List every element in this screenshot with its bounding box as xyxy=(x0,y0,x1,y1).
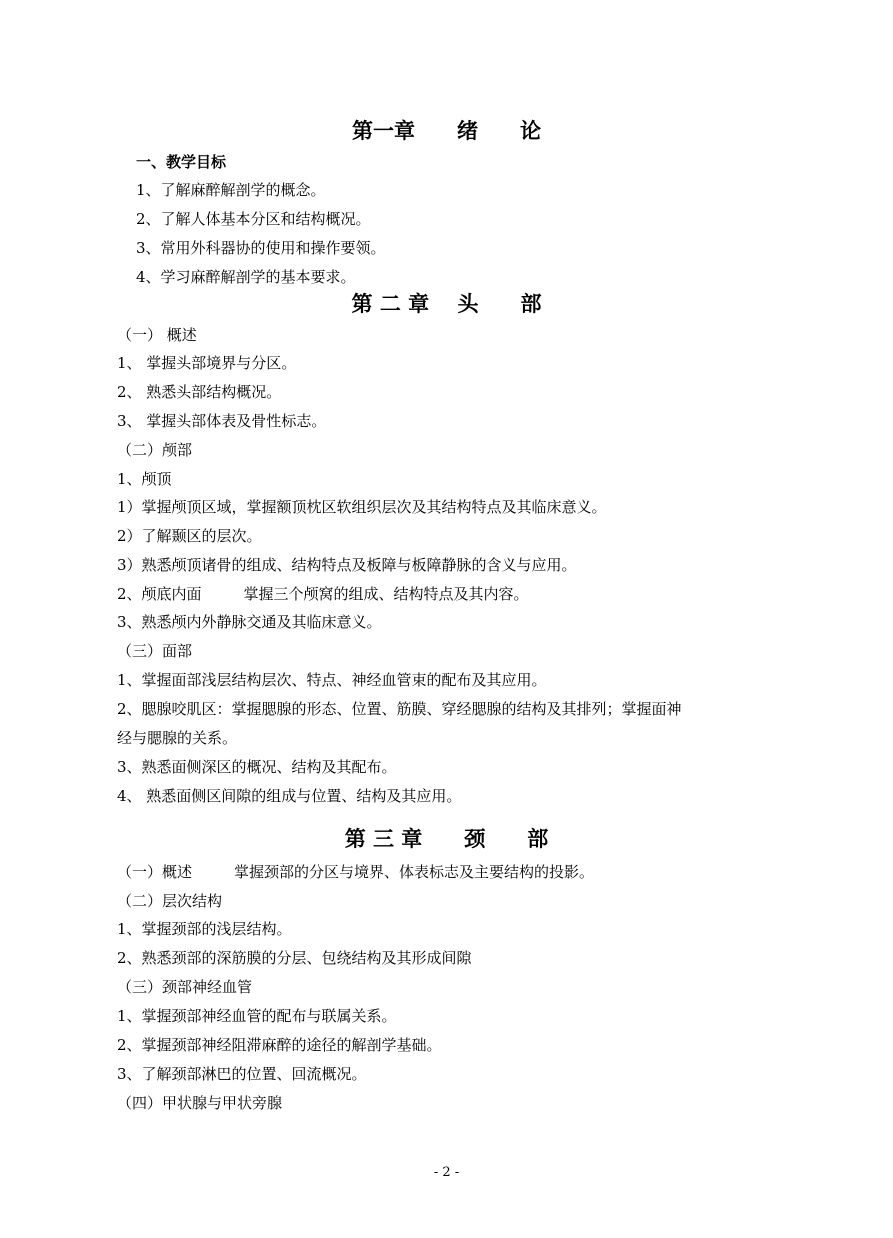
ch3-overview-label: （一）概述 xyxy=(117,863,193,881)
ch2-skull-base-line xyxy=(117,584,529,604)
ch2-line: 2、腮腺咬肌区：掌握腮腺的形态、位置、筋膜、穿经腮腺的结构及其排列；掌握面神 xyxy=(117,700,682,718)
ch2-skull-base-detail: 掌握三个颅窝的组成、结构特点及其内容。 xyxy=(243,585,529,603)
ch2-line: 经与腮腺的关系。 xyxy=(117,729,238,747)
ch2-line: 1、掌握面部浅层结构层次、特点、神经血管束的配布及其应用。 xyxy=(117,671,547,689)
ch3-line: 1、掌握颈部的浅层结构。 xyxy=(117,920,292,938)
ch3-line: 2、熟悉颈部的深筋膜的分层、包绕结构及其形成间隙 xyxy=(117,949,472,967)
ch2-line: （二）颅部 xyxy=(117,441,193,459)
chapter-2-title: 第 二 章 头 部 xyxy=(351,292,542,316)
ch2-line: 2）了解颞区的层次。 xyxy=(117,527,262,545)
ch3-overview-line xyxy=(117,862,594,882)
ch2-line: 2、 熟悉头部结构概况。 xyxy=(117,383,282,401)
ch2-line: （三）面部 xyxy=(117,642,193,660)
ch2-line: 1）掌握颅顶区域，掌握额顶枕区软组织层次及其结构特点及其临床意义。 xyxy=(117,498,607,516)
ch3-line: 2、掌握颈部神经阻滞麻醉的途径的解剖学基础。 xyxy=(117,1036,442,1054)
ch2-skull-base-label: 2、颅底内面 xyxy=(117,585,202,603)
chapter-1-title: 第一章 绪 论 xyxy=(352,119,541,143)
chapter-3-title: 第 三 章 颈 部 xyxy=(344,827,549,851)
ch1-item: 2、了解人体基本分区和结构概况。 xyxy=(136,210,371,228)
ch3-line: 1、掌握颈部神经血管的配布与联属关系。 xyxy=(117,1007,397,1025)
ch2-line: 4、 熟悉面侧区间隙的组成与位置、结构及其应用。 xyxy=(117,787,462,805)
ch1-item: 4、学习麻醉解剖学的基本要求。 xyxy=(136,268,356,286)
ch2-line: （一） 概述 xyxy=(117,326,197,344)
ch3-overview-detail: 掌握颈部的分区与境界、体表标志及主要结构的投影。 xyxy=(234,863,595,881)
ch2-line: 1、 掌握头部境界与分区。 xyxy=(117,354,297,372)
ch3-line: （四）甲状腺与甲状旁腺 xyxy=(117,1094,283,1112)
ch1-item: 3、常用外科器协的使用和操作要领。 xyxy=(136,239,386,257)
ch2-line: 3）熟悉颅顶诸骨的组成、结构特点及板障与板障静脉的含义与应用。 xyxy=(117,556,577,574)
ch2-line: 1、颅顶 xyxy=(117,470,172,488)
ch2-line: 3、 掌握头部体表及骨性标志。 xyxy=(117,412,327,430)
page-number: - 2 - xyxy=(433,1165,460,1180)
ch3-line: 3、了解颈部淋巴的位置、回流概况。 xyxy=(117,1065,367,1083)
ch3-line: （三）颈部神经血管 xyxy=(117,978,253,996)
ch1-item: 1、了解麻醉解剖学的概念。 xyxy=(136,181,326,199)
ch2-line: 3、熟悉面侧深区的概况、结构及其配布。 xyxy=(117,758,397,776)
ch2-line: 3、熟悉颅内外静脉交通及其临床意义。 xyxy=(117,613,382,631)
ch3-line: （二）层次结构 xyxy=(117,892,223,910)
ch1-section-heading: 一、教学目标 xyxy=(136,153,227,171)
